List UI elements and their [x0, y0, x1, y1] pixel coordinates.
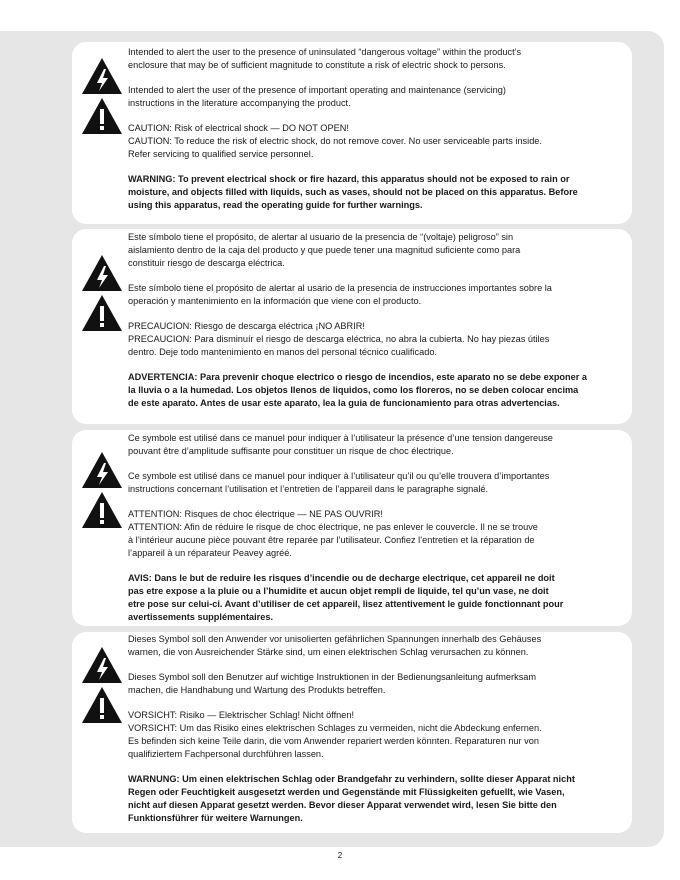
safety-section-french — [72, 430, 632, 626]
voltage-symbol-text — [128, 231, 624, 269]
text-line: machen, die Handhabung und Wartung des Produkts betreffen. — [128, 684, 386, 695]
text-line: Funktionsführer für weitere Warnungen. — [128, 812, 303, 823]
text-line: ATTENTION: Risques de choc électrique — NE PAS OUVRIR! — [128, 509, 383, 520]
caution-text — [128, 508, 624, 559]
text-line: Regen oder Feuchtigkeit ausgesetzt werden und Gegenstände mit Flüssigkeiten gefuellt, wie Vasen, — [128, 786, 565, 797]
text-line: Intended to alert the user to the presence of uninsulated “dangerous voltage” within the product’s — [128, 47, 522, 57]
text-line: instructions concernant l’utilisation et l’entretien de l’appareil dans le paragraphe signalé. — [128, 483, 489, 494]
exclamation-warning-icon — [80, 490, 124, 530]
text-line: WARNING: To prevent electrical shock or fire hazard, this apparatus should not be exposed to rain or — [128, 174, 570, 185]
text-line: warnen, die von Ausreichender Stärke sind, um einen elektrischen Schlag verursachen zu können. — [128, 646, 529, 657]
text-line: moisture, and objects filled with liquids, such as vases, should not be placed on this apparatus. Before — [128, 187, 578, 198]
text-line: operación y mantenimiento en la información que viene con el producto. — [128, 295, 422, 306]
text-line: VORSICHT: Risiko — Elektrischer Schlag! Nicht öffnen! — [128, 710, 355, 721]
text-line: AVIS: Dans le but de reduire les risques d’incendie ou de decharge electrique, cet appareil ne doit — [128, 573, 555, 584]
lightning-warning-icon — [80, 645, 124, 685]
caution-text — [128, 122, 624, 160]
instructions-symbol-text — [128, 84, 624, 110]
exclamation-warning-icon — [80, 293, 124, 333]
voltage-symbol-text — [128, 46, 624, 72]
text-line: Ce symbole est utilisé dans ce manuel pour indiquer à l’utilisateur qu’il ou qu’elle trouvera d’importantes — [128, 471, 550, 482]
text-line: pouvant être d’amplitude suffisante pour constituer un risque de choc électrique. — [128, 445, 454, 456]
warning-text — [128, 173, 624, 211]
text-line: ADVERTENCIA: Para prevenir choque electrico o riesgo de incendios, este aparato no se debe exponer a — [128, 372, 587, 383]
text-line: Este símbolo tiene el propósito de alertar al usario de la presencia de instrucciones importantes sobre la — [128, 282, 552, 293]
instructions-symbol-text — [128, 282, 624, 308]
text-line: Intended to alert the user of the presence of important operating and maintenance (servicing) — [128, 85, 506, 96]
voltage-symbol-text — [128, 432, 624, 458]
text-line: à l’intérieur aucune pièce pouvant être reparée par l’utilisateur. Confiez l’entretien et la réparation de — [128, 534, 535, 545]
instructions-symbol-text — [128, 470, 624, 496]
text-line: Dieses Symbol soll den Benutzer auf wichtige Instruktionen in der Bedienungsanleitung aufmerksam — [128, 672, 537, 683]
text-line: WARNUNG: Um einen elektrischen Schlag oder Brandgefahr zu verhindern, sollte dieser Apparat nicht — [128, 774, 575, 785]
voltage-symbol-text — [128, 633, 624, 659]
lightning-warning-icon — [80, 253, 124, 293]
text-line: CAUTION: To reduce the risk of electric shock, do not remove cover. No user serviceable parts inside. — [128, 136, 542, 147]
text-line: etre pose sur celui-ci. Avant d’utiliser de cet appareil, lisez attentivement le guide fonctionnant pour — [128, 598, 564, 609]
safety-section-english — [72, 42, 632, 224]
text-line: dentro. Deje todo mantenimiento en manos del personal técnico cualificado. — [128, 346, 437, 357]
text-line: aislamiento dentro de la caja del producto y que puede tener una magnitud suficiente como para — [128, 244, 521, 255]
warning-text — [128, 773, 624, 824]
lightning-warning-icon — [80, 450, 124, 490]
text-line: Este símbolo tiene el propósito, de alertar al usuario de la presencia de “(voltaje) peligroso” sin — [128, 232, 514, 242]
text-line: nicht auf diesen Apparat gesetzt werden. Bevor dieser Apparat verwendet wird, lesen Sie bitte den — [128, 799, 557, 810]
page-number: 2 — [337, 851, 343, 860]
exclamation-warning-icon — [80, 96, 124, 136]
text-line: la lluvia o a la humedad. Los objetos llenos de liquidos, como los floreros, no se deben colocar encima — [128, 384, 579, 395]
warning-text — [128, 371, 624, 409]
text-line: de este aparato. Antes de usar este aparato, lea la guia de funcionamiento para otras advertencias. — [128, 397, 560, 408]
caution-text — [128, 709, 624, 760]
text-line: constituir riesgo de descarga eléctrica. — [128, 257, 285, 268]
text-line: PRECAUCION: Para disminuír el riesgo de descarga eléctrica, no abra la cubierta. No hay piezas útiles — [128, 333, 550, 344]
exclamation-warning-icon — [80, 685, 124, 725]
text-line: Es befinden sich keine Teile darin, die vom Anwender repariert werden könnten. Reparaturen nur von — [128, 735, 539, 746]
text-line: PRECAUCION: Riesgo de descarga eléctrica ¡NO ABRIR! — [128, 321, 365, 332]
lightning-warning-icon — [80, 56, 124, 96]
text-line: using this apparatus, read the operating guide for further warnings. — [128, 199, 423, 210]
text-line: instructions in the literature accompanying the product. — [128, 97, 351, 108]
safety-section-spanish — [72, 229, 632, 424]
text-line: l’appareil à un réparateur Peavey agréé. — [128, 547, 292, 558]
instructions-symbol-text — [128, 671, 624, 697]
text-line: qualifiziertem Fachpersonal durchführen lassen. — [128, 748, 324, 759]
text-line: Dieses Symbol soll den Anwender vor unisolierten gefährlichen Spannungen innerhalb des Gehäuses — [128, 634, 542, 644]
text-line: pas etre expose a la pluie ou a l’humidite et aucun objet rempli de liquide, tel qu’un vase, ne doit — [128, 585, 549, 596]
text-line: enclosure that may be of sufficient magnitude to constitute a risk of electric shock to persons. — [128, 59, 506, 70]
warning-text — [128, 572, 624, 623]
text-line: VORSICHT: Um das Risiko eines elektrischen Schlages zu vermeiden, nicht die Abdeckung enfernen. — [128, 723, 542, 734]
safety-section-german — [72, 632, 632, 833]
text-line: Ce symbole est utilisé dans ce manuel pour indiquer à l’utilisateur la présence d’une tension dangereuse — [128, 433, 553, 443]
text-line: ATTENTION: Afin de réduire le risque de choc électrique, ne pas enlever le couvercle. Il ne se trouve — [128, 522, 538, 533]
caution-text — [128, 320, 624, 358]
text-line: avertissements supplémentaires. — [128, 611, 274, 622]
text-line: CAUTION: Risk of electrical shock — DO NOT OPEN! — [128, 123, 349, 134]
text-line: Refer servicing to qualified service personnel. — [128, 148, 314, 159]
